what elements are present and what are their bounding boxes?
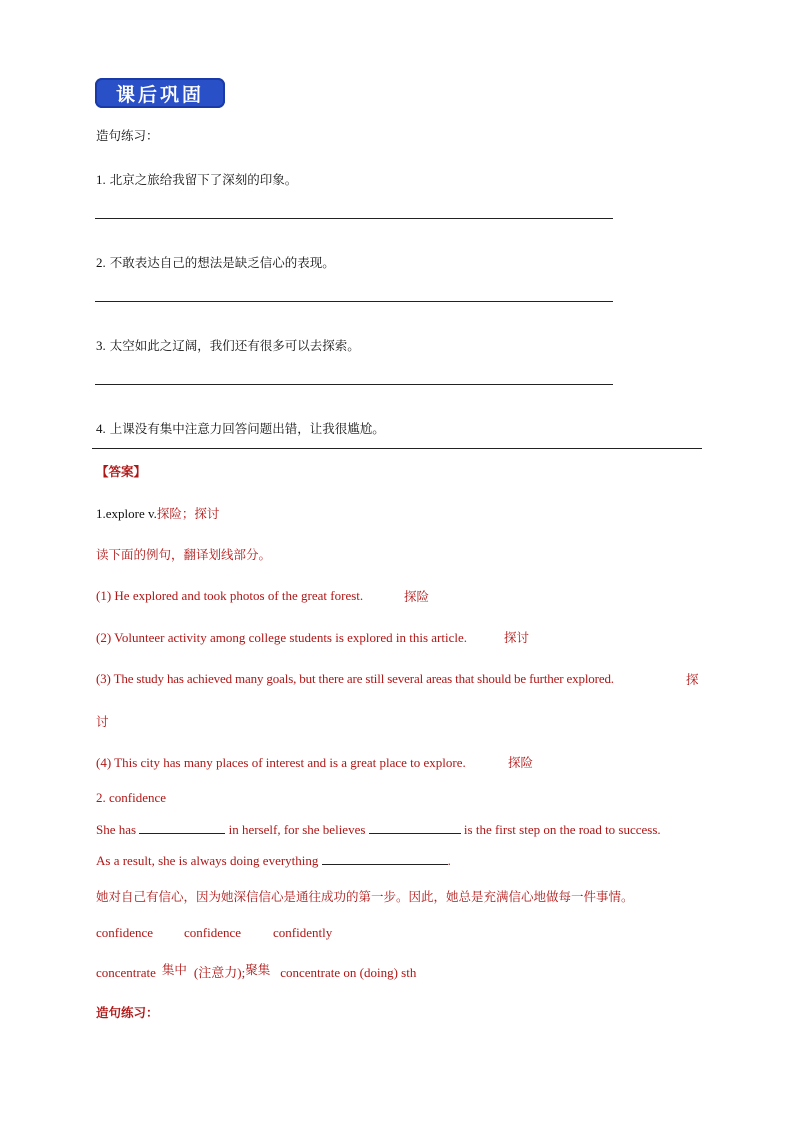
- word-1-heading: [96, 504, 219, 523]
- fill-text: is the first step on the road to success.: [463, 822, 661, 837]
- fill-text: As a result, she is always doing everything: [96, 853, 319, 868]
- fill-blank-3[interactable]: [322, 852, 448, 865]
- answer-line-3[interactable]: [95, 384, 613, 385]
- section-divider: [92, 448, 702, 449]
- exercise-item-2: [96, 253, 335, 272]
- fill-answer-2: confidence: [184, 925, 242, 940]
- item-text: 北京之旅给我留下了深刻的印象。: [109, 172, 298, 187]
- answer-line-2[interactable]: [95, 301, 613, 302]
- fill-text: .: [447, 853, 451, 868]
- item-text: 上课没有集中注意力回答问题出错，让我很尴尬。: [109, 421, 385, 436]
- example-sentence-4: (4) This city has many places of interest and is a great place to explore.: [96, 755, 466, 770]
- example-translation-3: 探: [686, 672, 699, 687]
- fill-text: in herself, for she believes: [228, 822, 366, 837]
- item-number: 2.: [96, 255, 106, 270]
- fill-blank-2[interactable]: [369, 821, 461, 834]
- example-translation-2: 探讨: [504, 630, 530, 645]
- item-number: 4.: [96, 421, 106, 436]
- word-3-line: [96, 962, 416, 982]
- fill-sentence-1: [96, 821, 661, 838]
- item-text: 太空如此之辽阔，我们还有很多可以去探索。: [109, 338, 360, 353]
- exercise-title: 造句练习：: [96, 128, 159, 143]
- fill-answer-1: confidence: [96, 925, 154, 940]
- fill-answer-3: confidently: [273, 925, 333, 940]
- word-3-cn2: 聚集: [245, 962, 271, 977]
- answer-line-1[interactable]: [95, 218, 613, 219]
- exercise-item-1: [96, 170, 297, 189]
- exercise-item-3: [96, 336, 360, 355]
- fill-sentence-2: [96, 852, 451, 869]
- word-2-heading: 2. confidence: [96, 790, 167, 805]
- example-sentence-1: (1) He explored and took photos of the great forest.: [96, 588, 364, 603]
- example-translation-4: 探险: [508, 755, 534, 770]
- item-number: 1.: [96, 172, 106, 187]
- answer-label: 【答案】: [96, 464, 147, 479]
- word-1-cn: 探险；探讨: [156, 506, 220, 521]
- exercise-item-4: [96, 419, 385, 438]
- example-translation-3-wrap: 讨: [96, 714, 109, 729]
- word-1-en: 1.explore v.: [96, 506, 157, 521]
- translation: 她对自己有信心，因为她深信信心是通往成功的第一步。因此，她总是充满信心地做每一件事情。: [96, 889, 634, 904]
- word-3-cn: 集中: [161, 962, 187, 977]
- instruction: 读下面的例句，翻译划线部分。: [96, 547, 272, 562]
- fill-blank-1[interactable]: [139, 821, 225, 834]
- item-text: 不敢表达自己的想法是缺乏信心的表现。: [109, 255, 335, 270]
- example-sentence-2: (2) Volunteer activity among college students is explored in this article.: [96, 630, 468, 645]
- word-3-phrase: concentrate on (doing) sth: [280, 965, 417, 980]
- section-badge: 课后巩固: [95, 78, 225, 108]
- example-sentence-3: (3) The study has achieved many goals, but there are still several areas that should be further explored.: [96, 671, 614, 686]
- word-3-paren: (注意力);: [193, 965, 246, 980]
- footer-exercise-title: 造句练习：: [96, 1005, 159, 1020]
- word-3-en: concentrate: [96, 965, 156, 980]
- example-translation-1: 探险: [404, 589, 430, 604]
- fill-text: She has: [96, 822, 137, 837]
- item-number: 3.: [96, 338, 106, 353]
